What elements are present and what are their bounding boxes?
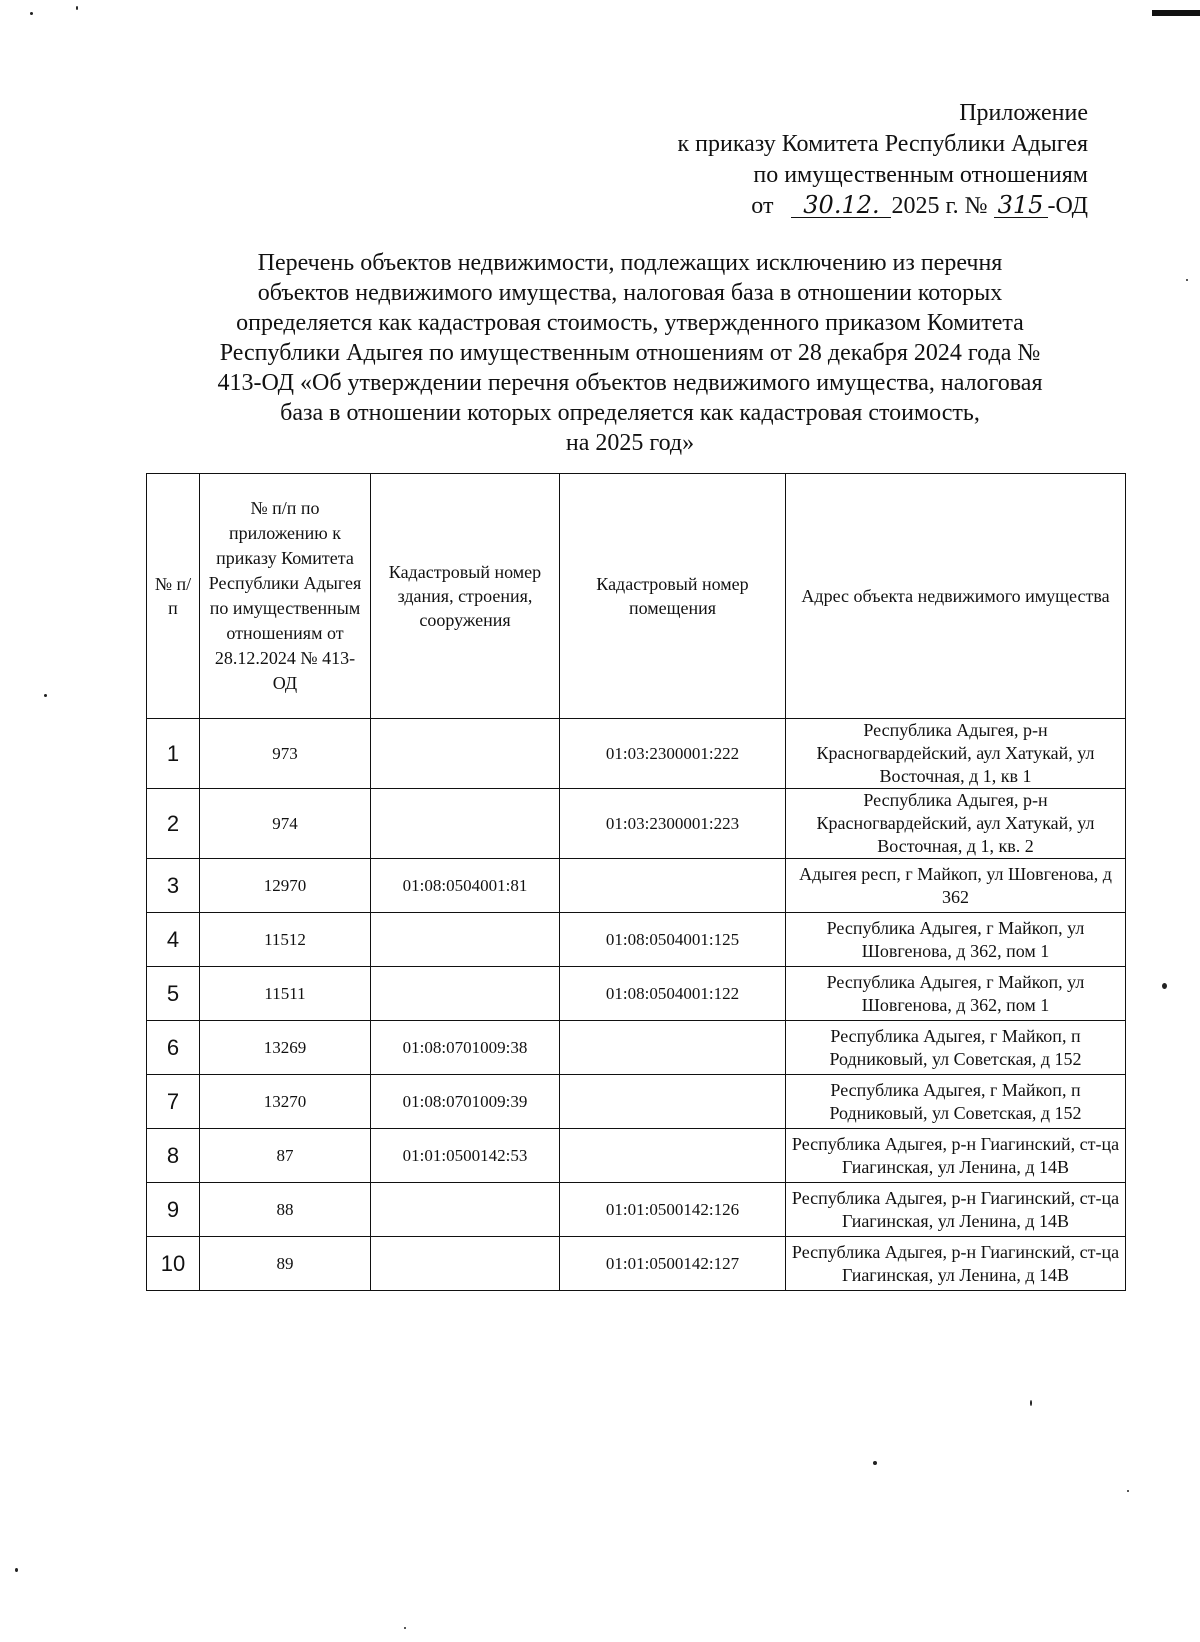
- scan-speck: [1186, 279, 1188, 281]
- appendix-date-line: [677, 191, 1088, 222]
- address-cell: Республика Адыгея, г Майкоп, п Родниковый, ул Советская, д 152: [786, 1021, 1126, 1075]
- table-row: [147, 1129, 1126, 1183]
- handwritten-date: 30.12.: [791, 193, 891, 218]
- scan-speck: [404, 1627, 406, 1629]
- header-building-cadastral: Кадастровый номер здания, строения, сооружения: [371, 474, 560, 719]
- appendix-number-cell: 11512: [200, 913, 371, 967]
- title-line: база в отношении которых определяется как кадастровая стоимость,: [280, 400, 980, 426]
- scan-speck: [1127, 1490, 1129, 1492]
- premises-cadastral-cell: [560, 859, 786, 913]
- appendix-number-cell: 973: [200, 719, 371, 789]
- appendix-number-cell: 13269: [200, 1021, 371, 1075]
- row-number: 7: [147, 1075, 200, 1129]
- building-cadastral-cell: [371, 719, 560, 789]
- row-number: 10: [147, 1237, 200, 1291]
- premises-cadastral-cell: 01:08:0504001:125: [560, 913, 786, 967]
- header-address: Адрес объекта недвижимого имущества: [786, 474, 1126, 719]
- premises-cadastral-cell: 01:03:2300001:223: [560, 789, 786, 859]
- building-cadastral-cell: 01:01:0500142:53: [371, 1129, 560, 1183]
- building-cadastral-cell: [371, 789, 560, 859]
- header-row-number: № п/п: [147, 474, 200, 719]
- address-cell: Республика Адыгея, р-н Гиагинский, ст-ца Гиагинская, ул Ленина, д 14В: [786, 1237, 1126, 1291]
- address-cell: Республика Адыгея, р-н Красногвардейский, аул Хатукай, ул Восточная, д 1, кв. 2: [786, 789, 1126, 859]
- scan-speck: [1030, 1400, 1032, 1406]
- handwritten-order-number: 315: [994, 193, 1048, 218]
- table-row: [147, 1237, 1126, 1291]
- appendix-number-cell: 89: [200, 1237, 371, 1291]
- address-cell: Республика Адыгея, г Майкоп, ул Шовгенова, д 362, пом 1: [786, 913, 1126, 967]
- row-number: 5: [147, 967, 200, 1021]
- scan-speck: [44, 694, 47, 697]
- row-number: 6: [147, 1021, 200, 1075]
- row-number: 8: [147, 1129, 200, 1183]
- scan-mark: [1152, 10, 1200, 16]
- appendix-number-cell: 87: [200, 1129, 371, 1183]
- scan-speck: [873, 1461, 877, 1465]
- appendix-title: Приложение: [959, 100, 1088, 126]
- premises-cadastral-cell: 01:01:0500142:127: [560, 1237, 786, 1291]
- title-line: определяется как кадастровая стоимость, утвержденного приказом Комитета: [236, 310, 1024, 336]
- premises-cadastral-cell: [560, 1021, 786, 1075]
- date-prefix: от: [751, 193, 774, 219]
- address-cell: Адыгея респ, г Майкоп, ул Шовгенова, д 362: [786, 859, 1126, 913]
- building-cadastral-cell: [371, 967, 560, 1021]
- appendix-number-cell: 88: [200, 1183, 371, 1237]
- building-cadastral-cell: [371, 1183, 560, 1237]
- premises-cadastral-cell: 01:08:0504001:122: [560, 967, 786, 1021]
- title-line: объектов недвижимого имущества, налоговая база в отношении которых: [257, 280, 1003, 306]
- title-line: Республики Адыгея по имущественным отношениям от 28 декабря 2024 года №: [219, 340, 1041, 366]
- document-title: [170, 248, 1090, 458]
- appendix-number-cell: 974: [200, 789, 371, 859]
- appendix-number-cell: 11511: [200, 967, 371, 1021]
- row-number: 1: [147, 719, 200, 789]
- header-appendix-number: № п/п по приложению к приказу Комитета Республики Адыгея по имущественным отношениям от 28.12.2024 № 413-ОД: [200, 474, 371, 719]
- table-row: [147, 967, 1126, 1021]
- appendix-number-cell: 12970: [200, 859, 371, 913]
- premises-cadastral-cell: [560, 1075, 786, 1129]
- scan-speck: [30, 12, 33, 15]
- building-cadastral-cell: 01:08:0701009:38: [371, 1021, 560, 1075]
- row-number: 9: [147, 1183, 200, 1237]
- table-row: [147, 1021, 1126, 1075]
- appendix-number-cell: 13270: [200, 1075, 371, 1129]
- address-cell: Республика Адыгея, р-н Гиагинский, ст-ца Гиагинская, ул Ленина, д 14В: [786, 1129, 1126, 1183]
- premises-cadastral-cell: 01:03:2300001:222: [560, 719, 786, 789]
- table-row: [147, 1075, 1126, 1129]
- scan-speck: [1162, 983, 1167, 989]
- scan-speck: [76, 6, 78, 10]
- table-row: [147, 789, 1126, 859]
- building-cadastral-cell: 01:08:0504001:81: [371, 859, 560, 913]
- title-line: на 2025 год»: [565, 430, 695, 456]
- table-row: [147, 859, 1126, 913]
- table-row: [147, 719, 1126, 789]
- appendix-header: [677, 98, 1088, 222]
- property-table: [146, 473, 1126, 1291]
- address-cell: Республика Адыгея, р-н Красногвардейский, аул Хатукай, ул Восточная, д 1, кв 1: [786, 719, 1126, 789]
- header-premises-cadastral: Кадастровый номер помещения: [560, 474, 786, 719]
- table-row: [147, 913, 1126, 967]
- row-number: 4: [147, 913, 200, 967]
- table-header-row: [147, 474, 1126, 719]
- row-number: 3: [147, 859, 200, 913]
- building-cadastral-cell: [371, 1237, 560, 1291]
- premises-cadastral-cell: [560, 1129, 786, 1183]
- appendix-committee: по имущественным отношениям: [753, 162, 1088, 188]
- title-line: Перечень объектов недвижимости, подлежащих исключению из перечня: [257, 250, 1003, 276]
- row-number: 2: [147, 789, 200, 859]
- premises-cadastral-cell: 01:01:0500142:126: [560, 1183, 786, 1237]
- scan-speck: [15, 1568, 18, 1572]
- table-row: [147, 1183, 1126, 1237]
- appendix-order-ref: к приказу Комитета Республики Адыгея: [677, 131, 1088, 157]
- building-cadastral-cell: 01:08:0701009:39: [371, 1075, 560, 1129]
- address-cell: Республика Адыгея, г Майкоп, ул Шовгенова, д 362, пом 1: [786, 967, 1126, 1021]
- order-number-suffix: -ОД: [1047, 193, 1088, 219]
- title-line: 413-ОД «Об утверждении перечня объектов недвижимого имущества, налоговая: [217, 370, 1043, 396]
- building-cadastral-cell: [371, 913, 560, 967]
- address-cell: Республика Адыгея, г Майкоп, п Родниковый, ул Советская, д 152: [786, 1075, 1126, 1129]
- date-suffix: 2025 г. №: [891, 193, 988, 219]
- address-cell: Республика Адыгея, р-н Гиагинский, ст-ца Гиагинская, ул Ленина, д 14В: [786, 1183, 1126, 1237]
